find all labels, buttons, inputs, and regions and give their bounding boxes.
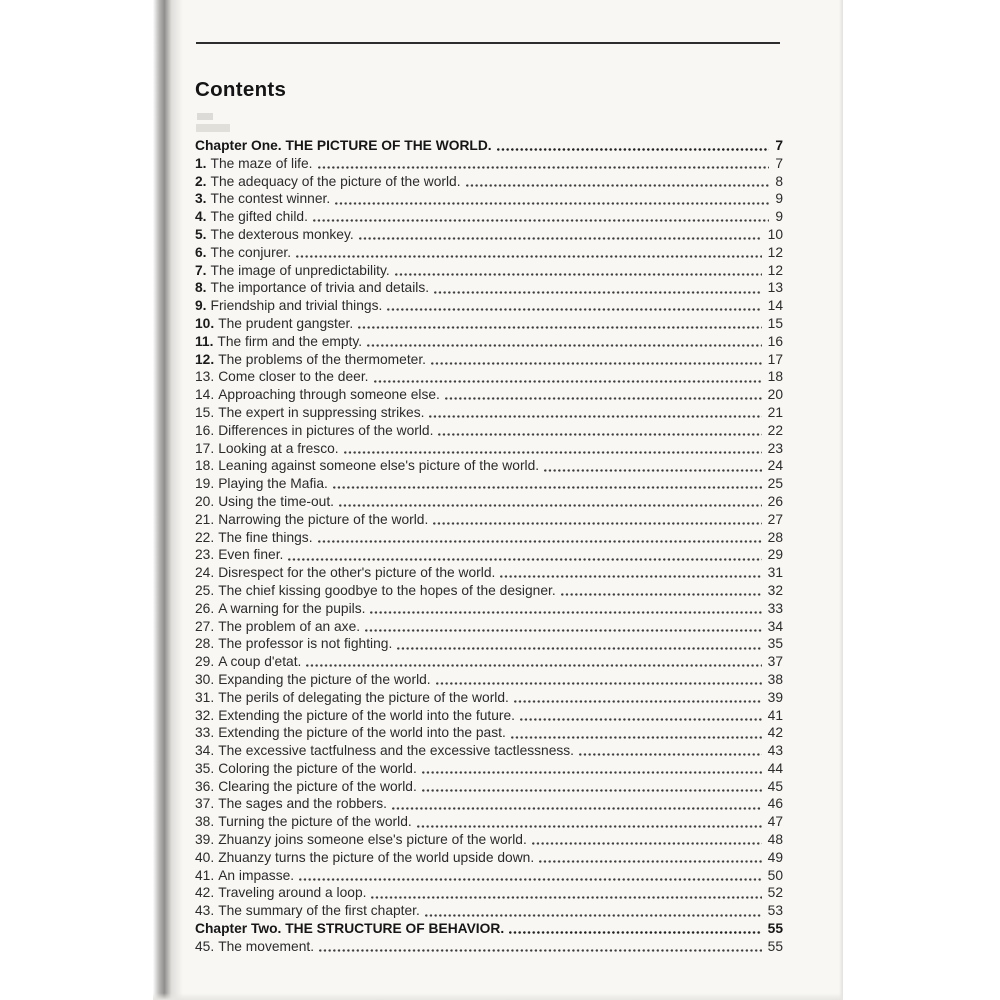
- dot-leader: [365, 629, 762, 632]
- toc-entry-title: Zhuanzy joins someone else's picture of the world.: [218, 832, 527, 848]
- toc-entry-page-number: 50: [767, 867, 783, 883]
- dot-leader: [431, 362, 762, 365]
- toc-entry-number: 21.: [195, 511, 215, 527]
- toc-entry-page-number: 7: [775, 155, 783, 171]
- toc-entry-page-number: 37: [767, 654, 783, 670]
- dot-leader: [397, 647, 761, 650]
- toc-entry-title: The image of unpredictability.: [210, 262, 390, 278]
- toc-entry-page-number: 32: [767, 582, 783, 598]
- toc-entry-number: 9.: [195, 298, 207, 314]
- toc-entry: [195, 493, 783, 511]
- toc-entry: [195, 155, 783, 173]
- toc-entry-page-number: 24: [767, 458, 783, 474]
- toc-entry-title: Traveling around a loop.: [218, 885, 367, 901]
- toc-entry: [195, 582, 783, 600]
- toc-entry: [195, 635, 783, 653]
- toc-entry: [195, 297, 783, 315]
- toc-entry-page-number: 45: [767, 778, 783, 794]
- header-rule: [196, 42, 780, 44]
- toc-entry-title: The problem of an axe.: [218, 618, 361, 634]
- toc-entry-title: The chief kissing goodbye to the hopes of the designer.: [218, 582, 556, 598]
- toc-entry-number: 33.: [195, 725, 215, 741]
- toc-entry-page-number: 17: [767, 351, 783, 367]
- toc-entry-page-number: 18: [767, 369, 783, 385]
- toc-list: [195, 137, 783, 956]
- toc-entry: [195, 386, 783, 404]
- toc-entry: [195, 760, 783, 778]
- dot-leader: [429, 415, 761, 418]
- toc-entry-title: Extending the picture of the world into the past.: [218, 725, 506, 741]
- toc-entry-title: The professor is not fighting.: [218, 636, 393, 652]
- toc-entry-page-number: 16: [767, 333, 783, 349]
- toc-entry: [195, 938, 783, 956]
- toc-entry-title: Disrespect for the other's picture of the world.: [218, 565, 496, 581]
- toc-entry: [195, 137, 783, 155]
- toc-entry-title: The summary of the first chapter.: [218, 903, 420, 919]
- toc-entry: [195, 795, 783, 813]
- toc-entry-number: 25.: [195, 582, 215, 598]
- dot-leader: [445, 397, 762, 400]
- toc-entry-title: The prudent gangster.: [218, 315, 354, 331]
- dot-leader: [438, 433, 761, 436]
- dot-leader: [511, 736, 762, 739]
- dot-leader: [288, 558, 761, 561]
- toc-entry-number: 6.: [195, 244, 207, 260]
- toc-entry-page-number: 48: [767, 832, 783, 848]
- toc-entry-page-number: 46: [767, 796, 783, 812]
- toc-entry-number: 29.: [195, 654, 215, 670]
- toc-entry-page-number: 14: [767, 298, 783, 314]
- toc-entry-number: 20.: [195, 493, 215, 509]
- toc-entry-number: 7.: [195, 262, 207, 278]
- dot-leader: [370, 611, 761, 614]
- toc-entry-title: The maze of life.: [210, 155, 313, 171]
- dot-leader: [335, 202, 769, 205]
- dot-leader: [417, 825, 762, 828]
- toc-entry-page-number: 29: [767, 547, 783, 563]
- toc-entry-number: 8.: [195, 280, 207, 296]
- toc-entry-number: 23.: [195, 547, 215, 563]
- dot-leader: [392, 807, 762, 810]
- dot-leader: [497, 148, 770, 151]
- toc-entry: [195, 262, 783, 280]
- toc-entry-page-number: 53: [767, 903, 783, 919]
- toc-entry-number: 34.: [195, 743, 215, 759]
- toc-entry-page-number: 12: [767, 244, 783, 260]
- page-right-edge: [839, 0, 843, 1000]
- toc-entry: [195, 244, 783, 262]
- toc-entry-number: 10.: [195, 315, 215, 331]
- dot-leader: [367, 344, 762, 347]
- print-bleed-smudge: [196, 124, 230, 132]
- toc-entry: [195, 671, 783, 689]
- toc-entry-title: The perils of delegating the picture of the world.: [218, 689, 509, 705]
- print-bleed-smudge: [197, 113, 213, 120]
- dot-leader: [344, 451, 762, 454]
- toc-entry-number: 3.: [195, 191, 207, 207]
- toc-entry-title: Turning the picture of the world.: [218, 814, 412, 830]
- toc-entry-number: 5.: [195, 226, 207, 242]
- toc-entry-page-number: 9: [775, 191, 783, 207]
- toc-entry-number: 28.: [195, 636, 215, 652]
- toc-entry-number: 2.: [195, 173, 207, 189]
- toc-entry-page-number: 7: [775, 138, 783, 153]
- toc-entry-title: The excessive tactfulness and the excessive tactlessness.: [218, 743, 575, 759]
- toc-entry-page-number: 21: [767, 404, 783, 420]
- dot-leader: [509, 931, 761, 934]
- toc-entry: [195, 529, 783, 547]
- toc-entry-page-number: 9: [775, 209, 783, 225]
- toc-entry-title: The importance of trivia and details.: [210, 280, 430, 296]
- toc-entry: [195, 707, 783, 725]
- toc-entry-page-number: 47: [767, 814, 783, 830]
- toc-entry-page-number: 39: [767, 689, 783, 705]
- toc-entry-page-number: 52: [767, 885, 783, 901]
- toc-entry-page-number: 13: [767, 280, 783, 296]
- toc-entry: [195, 902, 783, 920]
- dot-leader: [358, 326, 761, 329]
- toc-entry-title: The movement.: [218, 938, 315, 954]
- dot-leader: [319, 949, 762, 952]
- toc-entry-number: 24.: [195, 565, 215, 581]
- toc-entry-title: An impasse.: [218, 867, 295, 883]
- dot-leader: [434, 291, 762, 294]
- page-content: [195, 0, 783, 1000]
- toc-entry-title: The sages and the robbers.: [218, 796, 387, 812]
- dot-leader: [466, 184, 770, 187]
- toc-entry-number: 13.: [195, 369, 215, 385]
- toc-entry-page-number: 55: [767, 921, 783, 937]
- toc-entry: [195, 884, 783, 902]
- toc-entry-title: Playing the Mafia.: [218, 476, 328, 492]
- toc-entry-number: 19.: [195, 476, 215, 492]
- dot-leader: [532, 842, 762, 845]
- toc-entry-page-number: 22: [767, 422, 783, 438]
- dot-leader: [359, 237, 762, 240]
- dot-leader: [318, 166, 770, 169]
- toc-entry: [195, 831, 783, 849]
- toc-entry-number: 22.: [195, 529, 215, 545]
- toc-entry-page-number: 10: [767, 226, 783, 242]
- toc-entry-title: Chapter Two. THE STRUCTURE OF BEHAVIOR.: [195, 921, 505, 937]
- toc-entry-number: 16.: [195, 422, 215, 438]
- dot-leader: [514, 700, 762, 703]
- toc-entry-number: 42.: [195, 885, 215, 901]
- toc-entry: [195, 778, 783, 796]
- toc-entry-title: Coloring the picture of the world.: [218, 760, 417, 776]
- dot-leader: [433, 522, 761, 525]
- toc-entry: [195, 849, 783, 867]
- toc-entry-page-number: 43: [767, 743, 783, 759]
- dot-leader: [313, 219, 769, 222]
- dot-leader: [333, 486, 762, 489]
- toc-entry-page-number: 42: [767, 725, 783, 741]
- toc-entry-title: A coup d'etat.: [218, 654, 302, 670]
- toc-entry: [195, 546, 783, 564]
- toc-entry-page-number: 44: [767, 760, 783, 776]
- toc-entry-number: 12.: [195, 351, 215, 367]
- toc-entry-page-number: 8: [775, 173, 783, 189]
- toc-entry-title: Chapter One. THE PICTURE OF THE WORLD.: [195, 138, 492, 153]
- toc-entry: [195, 368, 783, 386]
- toc-entry: [195, 600, 783, 618]
- toc-entry: [195, 333, 783, 351]
- toc-entry: [195, 653, 783, 671]
- toc-entry: [195, 511, 783, 529]
- toc-entry-number: 43.: [195, 903, 215, 919]
- dot-leader: [299, 878, 762, 881]
- toc-entry-page-number: 12: [767, 262, 783, 278]
- toc-entry-number: 36.: [195, 778, 215, 794]
- toc-entry-title: Friendship and trivial things.: [210, 298, 383, 314]
- toc-entry: [195, 315, 783, 333]
- dot-leader: [425, 914, 762, 917]
- toc-entry-title: The dexterous monkey.: [210, 226, 354, 242]
- toc-entry-title: The gifted child.: [210, 209, 308, 225]
- toc-entry: [195, 279, 783, 297]
- toc-entry-title: Differences in pictures of the world.: [218, 422, 434, 438]
- toc-entry-page-number: 35: [767, 636, 783, 652]
- toc-entry-number: 1.: [195, 155, 207, 171]
- toc-entry-title: Even finer.: [218, 547, 284, 563]
- toc-entry-number: 17.: [195, 440, 215, 456]
- toc-entry-page-number: 25: [767, 476, 783, 492]
- toc-entry: [195, 226, 783, 244]
- toc-entry-page-number: 15: [767, 315, 783, 331]
- toc-entry: [195, 457, 783, 475]
- toc-entry-number: 32.: [195, 707, 215, 723]
- toc-entry-page-number: 34: [767, 618, 783, 634]
- page-gutter-shadow: [153, 0, 183, 1000]
- toc-entry-page-number: 31: [767, 565, 783, 581]
- toc-entry-page-number: 41: [767, 707, 783, 723]
- toc-entry: [195, 742, 783, 760]
- toc-entry-title: The conjurer.: [210, 244, 292, 260]
- toc-entry-title: Expanding the picture of the world.: [218, 671, 431, 687]
- dot-leader: [422, 771, 762, 774]
- toc-entry-number: 15.: [195, 404, 215, 420]
- toc-entry: [195, 351, 783, 369]
- toc-entry: [195, 813, 783, 831]
- toc-entry-number: 45.: [195, 938, 215, 954]
- toc-entry-page-number: 27: [767, 511, 783, 527]
- toc-entry-number: 26.: [195, 600, 215, 616]
- toc-entry-number: 4.: [195, 209, 207, 225]
- toc-entry: [195, 440, 783, 458]
- dot-leader: [544, 469, 762, 472]
- dot-leader: [387, 308, 761, 311]
- dot-leader: [318, 540, 762, 543]
- toc-entry-number: 11.: [195, 333, 214, 349]
- toc-entry: [195, 190, 783, 208]
- toc-entry: [195, 689, 783, 707]
- toc-entry-page-number: 26: [767, 493, 783, 509]
- dot-leader: [422, 789, 762, 792]
- contents-title: Contents: [195, 78, 287, 101]
- toc-entry: [195, 475, 783, 493]
- toc-entry-number: 30.: [195, 671, 215, 687]
- toc-entry-number: 31.: [195, 689, 215, 705]
- toc-entry-title: Clearing the picture of the world.: [218, 778, 417, 794]
- toc-entry-title: Zhuanzy turns the picture of the world upside down.: [218, 849, 535, 865]
- toc-entry-page-number: 28: [767, 529, 783, 545]
- toc-entry: [195, 173, 783, 191]
- toc-entry-title: Leaning against someone else's picture of the world.: [218, 458, 540, 474]
- toc-entry: [195, 920, 783, 938]
- toc-entry-title: The firm and the empty.: [217, 333, 363, 349]
- toc-entry: [195, 724, 783, 742]
- toc-entry-number: 18.: [195, 458, 215, 474]
- toc-entry-title: Using the time-out.: [218, 493, 334, 509]
- toc-entry-title: Extending the picture of the world into the future.: [218, 707, 516, 723]
- toc-entry-number: 14.: [195, 387, 215, 403]
- dot-leader: [561, 593, 762, 596]
- dot-leader: [374, 380, 762, 383]
- toc-entry-title: The adequacy of the picture of the world.: [210, 173, 461, 189]
- toc-entry-number: 40.: [195, 849, 215, 865]
- toc-entry-title: The expert in suppressing strikes.: [218, 404, 425, 420]
- toc-entry: [195, 867, 783, 885]
- dot-leader: [520, 718, 762, 721]
- toc-entry-page-number: 23: [767, 440, 783, 456]
- toc-entry: [195, 422, 783, 440]
- book-page: [153, 0, 843, 1000]
- toc-entry-title: Come closer to the deer.: [218, 369, 369, 385]
- toc-entry-title: The problems of the thermometer.: [218, 351, 427, 367]
- toc-entry-number: 27.: [195, 618, 215, 634]
- toc-entry-title: The fine things.: [218, 529, 313, 545]
- dot-leader: [339, 504, 762, 507]
- toc-entry-number: 35.: [195, 760, 215, 776]
- dot-leader: [539, 860, 761, 863]
- toc-entry: [195, 208, 783, 226]
- toc-entry-page-number: 55: [767, 938, 783, 954]
- dot-leader: [296, 255, 762, 258]
- toc-entry-number: 37.: [195, 796, 215, 812]
- dot-leader: [500, 575, 761, 578]
- dot-leader: [579, 753, 762, 756]
- dot-leader: [395, 273, 762, 276]
- toc-entry-number: 38.: [195, 814, 215, 830]
- toc-entry-page-number: 33: [767, 600, 783, 616]
- dot-leader: [436, 682, 762, 685]
- toc-entry-page-number: 20: [767, 387, 783, 403]
- toc-entry-title: A warning for the pupils.: [218, 600, 366, 616]
- toc-entry-title: Narrowing the picture of the world.: [218, 511, 429, 527]
- toc-entry-number: 41.: [195, 867, 215, 883]
- toc-entry: [195, 404, 783, 422]
- dot-leader: [306, 664, 761, 667]
- toc-entry-title: Looking at a fresco.: [218, 440, 339, 456]
- toc-entry-number: 39.: [195, 832, 215, 848]
- toc-entry-title: Approaching through someone else.: [218, 387, 440, 403]
- toc-entry-page-number: 49: [767, 849, 783, 865]
- toc-entry-title: The contest winner.: [210, 191, 331, 207]
- toc-entry: [195, 564, 783, 582]
- dot-leader: [371, 896, 761, 899]
- toc-entry-page-number: 38: [767, 671, 783, 687]
- toc-entry: [195, 618, 783, 636]
